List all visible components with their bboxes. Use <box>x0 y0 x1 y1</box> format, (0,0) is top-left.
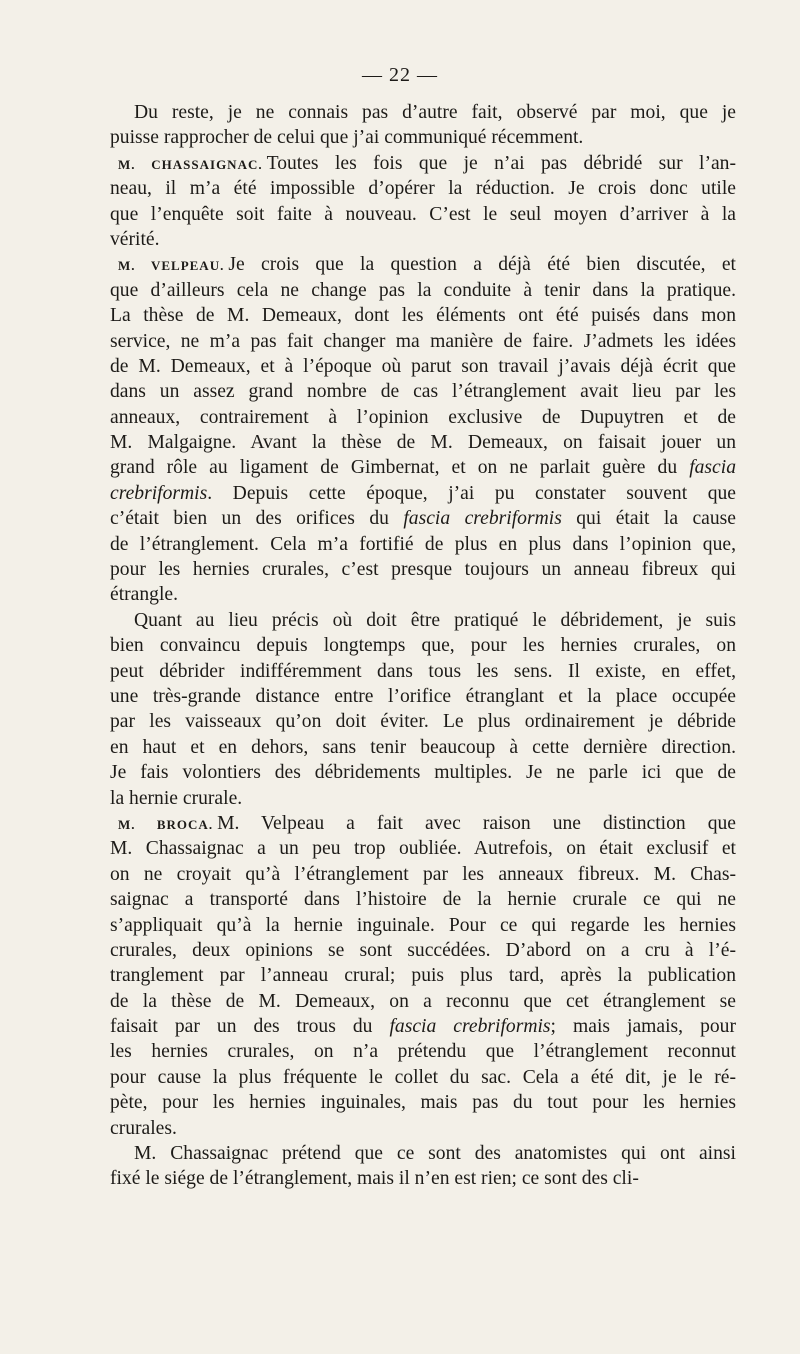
text-line: c’était bien un des orifices du fascia crebriformis qui était la cause <box>110 508 736 530</box>
text-line: saignac a transporté dans l’histoire de la hernie crurale ce qui ne <box>110 889 736 911</box>
text-line: crurales. <box>110 1117 177 1139</box>
text-line: anneaux, contrairement à l’opinion exclusive de Dupuytren et de <box>110 406 736 428</box>
speaker-name: M. VELPEAU. <box>118 258 225 274</box>
text-line: faisait par un des trous du fascia crebriformis; mais jamais, pour <box>110 1016 736 1038</box>
text-line: fixé le siége de l’étranglement, mais il n’en est rien; ce sont des cli- <box>110 1168 639 1190</box>
text-line: M. Chassaignac prétend que ce sont des anatomistes qui ont ainsi <box>134 1143 736 1165</box>
text-line: service, ne m’a pas fait changer ma manière de faire. J’admets les idées <box>110 330 736 352</box>
page-number: — 22 — <box>362 64 438 86</box>
text-line: bien convaincu depuis longtemps que, pour les hernies crurales, on <box>110 635 736 657</box>
text-line: M. CHASSAIGNAC. Toutes les fois que je n’ai pas débridé sur l’an- <box>118 152 736 174</box>
text-line: pète, pour les hernies inguinales, mais pas du tout pour les hernies <box>110 1092 736 1114</box>
text-line: pour cause la plus fréquente le collet du sac. Cela a été dit, je le ré- <box>110 1066 736 1088</box>
text-line: grand rôle au ligament de Gimbernat, et on ne parlait guère du fascia <box>110 457 736 479</box>
text-line: M. Chassaignac a un peu trop oubliée. Autrefois, on était exclusif et <box>110 838 736 860</box>
text-line: Quant au lieu précis où doit être pratiqué le débridement, je suis <box>134 609 736 631</box>
text-line: dans un assez grand nombre de cas l’étranglement avait lieu par les <box>110 381 736 403</box>
text-line: M. VELPEAU. Je crois que la question a déjà été bien discutée, et <box>118 254 737 276</box>
text-line: une très-grande distance entre l’orifice étranglant et la place occupée <box>110 685 736 707</box>
text-line: La thèse de M. Demeaux, dont les éléments ont été puisés dans mon <box>110 305 736 327</box>
text-line: en haut et en dehors, sans tenir beaucoup à cette dernière direction. <box>110 736 736 758</box>
text-line: Je fais volontiers des débridements multiples. Je ne parle ici que de <box>110 762 736 784</box>
text-line: de l’étranglement. Cela m’a fortifié de plus en plus dans l’opinion que, <box>110 533 736 555</box>
text-line: de la thèse de M. Demeaux, on a reconnu que cet étranglement se <box>110 990 736 1012</box>
speaker-name: M. BROCA. <box>118 816 214 832</box>
text-line: par les vaisseaux qu’on doit éviter. Le plus ordinairement je débride <box>110 711 736 733</box>
text-body <box>110 100 736 1192</box>
text-line: étrangle. <box>110 584 178 606</box>
text-line: M. Malgaigne. Avant la thèse de M. Demeaux, on faisait jouer un <box>110 432 736 454</box>
text-line: crurales, deux opinions se sont succédées. D’abord on a cru à l’é- <box>110 939 736 961</box>
paragraph <box>110 811 736 1141</box>
text-line: crebriformis. Depuis cette époque, j’ai pu constater souvent que <box>110 482 736 504</box>
text-line: neau, il m’a été impossible d’opérer la réduction. Je crois donc utile <box>110 178 736 200</box>
text-line: on ne croyait qu’à l’étranglement par les anneaux fibreux. M. Chas- <box>110 863 736 885</box>
speaker-name: M. CHASSAIGNAC. <box>118 156 263 172</box>
text-line: pour les hernies crurales, c’est presque toujours un anneau fibreux qui <box>110 559 736 581</box>
text-line: s’appliquait qu’à la hernie inguinale. Pour ce qui regarde les hernies <box>110 914 736 936</box>
text-line: M. BROCA. M. Velpeau a fait avec raison une distinction que <box>118 812 737 834</box>
text-line: de M. Demeaux, et à l’époque où parut son travail j’avais déjà écrit que <box>110 355 736 377</box>
paragraph <box>110 151 736 253</box>
text-line: puisse rapprocher de celui que j’ai communiqué récemment. <box>110 127 584 149</box>
text-line: la hernie crurale. <box>110 787 243 809</box>
text-line: que l’enquête soit faite à nouveau. C’est le seul moyen d’arriver à la <box>110 203 736 225</box>
text-line: peut débrider indifféremment dans tous les sens. Il existe, en effet, <box>110 660 736 682</box>
text-line: vérité. <box>110 228 160 250</box>
paragraph <box>110 100 736 151</box>
text-line: les hernies crurales, on n’a prétendu que l’étranglement reconnut <box>110 1041 736 1063</box>
paragraph <box>110 252 736 607</box>
paragraph <box>110 608 736 811</box>
paragraph <box>110 1141 736 1192</box>
text-line: tranglement par l’anneau crural; puis plus tard, après la publication <box>110 965 736 987</box>
text-line: Du reste, je ne connais pas d’autre fait, observé par moi, que je <box>134 102 736 123</box>
text-line: que d’ailleurs cela ne change pas la conduite à tenir dans la pratique. <box>110 279 736 301</box>
